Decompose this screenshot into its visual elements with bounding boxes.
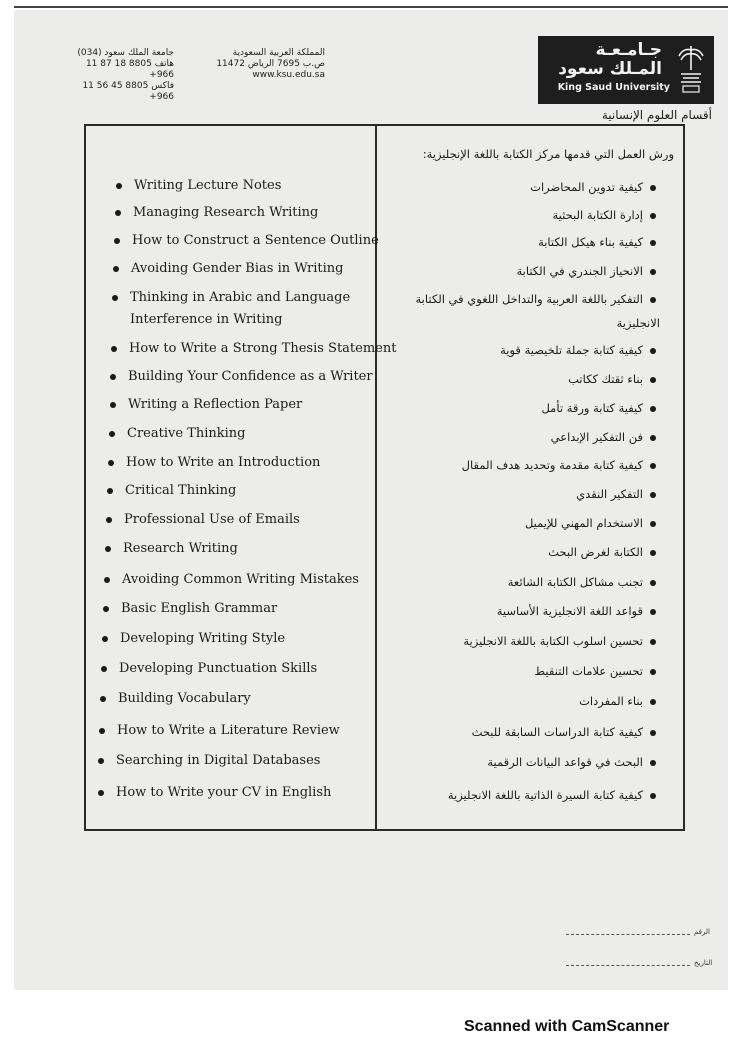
arabic-workshop-item: الاستخدام المهني للإيميل (524, 516, 643, 530)
bullet-icon (99, 728, 105, 734)
english-workshop-item: How to Construct a Sentence Outline (132, 233, 379, 248)
english-workshop-item: Avoiding Gender Bias in Writing (131, 261, 344, 276)
bullet-icon (103, 606, 109, 612)
bullet-icon (114, 238, 120, 244)
bullet-icon (100, 696, 106, 702)
arabic-workshop-item: تحسين علامات التنقيط (534, 664, 643, 678)
arabic-workshop-item: إدارة الكتابة البحثية (552, 208, 643, 222)
bullet-icon (650, 213, 656, 219)
contact-line: جامعة الملك سعود (034) (77, 48, 174, 58)
bullet-icon (101, 666, 107, 672)
number-line (566, 934, 690, 935)
column-divider (375, 124, 377, 831)
english-workshop-item: Managing Research Writing (133, 205, 319, 220)
arabic-workshop-item: الانجليزية (616, 316, 660, 330)
bullet-icon (650, 492, 656, 498)
arabic-workshop-item: الانحياز الجندري في الكتابة (516, 264, 643, 278)
english-workshop-item: Critical Thinking (125, 483, 237, 498)
english-workshop-item: Searching in Digital Databases (116, 753, 321, 768)
arabic-workshop-item: التفكير باللغة العربية والتداخل اللغوي في الكتابة (415, 292, 643, 306)
bullet-icon (110, 374, 116, 380)
scan-edge (14, 6, 728, 8)
bullet-icon (105, 546, 111, 552)
bullet-icon (116, 183, 122, 189)
address-line: www.ksu.edu.sa (252, 70, 325, 80)
arabic-workshop-item: كيفية تدوين المحاضرات (530, 180, 643, 194)
bullet-icon (650, 669, 656, 675)
arabic-workshop-item: الكتابة لغرض البحث (548, 545, 643, 559)
arabic-workshop-item: كيفية كتابة مقدمة وتحديد هدف المقال (461, 458, 643, 472)
bullet-icon (650, 406, 656, 412)
bullet-icon (115, 210, 121, 216)
bullet-icon (650, 730, 656, 736)
arabic-workshop-item: بناء ثقتك ككاتب (568, 372, 643, 386)
bullet-icon (650, 793, 656, 799)
bullet-icon (650, 185, 656, 191)
bullet-icon (110, 402, 116, 408)
arabic-workshop-item: فن التفكير الإبداعي (550, 430, 643, 444)
scanner-watermark: Scanned with CamScanner (464, 1018, 670, 1035)
english-workshop-item: Basic English Grammar (121, 601, 278, 616)
bullet-icon (102, 636, 108, 642)
contact-line: فاكس 8805 45 56 11 966+ (82, 81, 174, 102)
contact-line: هاتف 8805 18 87 11 966+ (85, 59, 174, 80)
bullet-icon (650, 348, 656, 354)
bullet-icon (650, 609, 656, 615)
logo-arabic-text (552, 41, 662, 79)
bullet-icon (98, 790, 104, 796)
bullet-icon (111, 346, 117, 352)
english-workshop-item: Avoiding Common Writing Mistakes (122, 572, 359, 587)
arabic-workshop-item: التفكير النقدي (576, 487, 643, 501)
contact-block (64, 48, 174, 103)
english-workshop-item: Thinking in Arabic and Language (130, 290, 351, 305)
logo-arabic-line: المـلك سعود (558, 59, 662, 79)
arabic-workshop-item: كيفية كتابة الدراسات السابقة للبحث (471, 725, 643, 739)
english-workshop-item: How to Write a Strong Thesis Statement (129, 341, 397, 356)
department-name: أقسام العلوم الإنسانية (601, 108, 712, 122)
number-label: الرقم (694, 928, 710, 936)
arabic-workshop-item: كيفية كتابة جملة تلخيصية قوية (500, 343, 643, 357)
english-workshop-item: Building Your Confidence as a Writer (128, 369, 373, 384)
bullet-icon (650, 297, 656, 303)
address-line: ص.ب 7695 الرياض 11472 (216, 59, 325, 69)
arabic-workshop-item: كيفية بناء هيكل الكتابة (538, 235, 643, 249)
logo-arabic-line: جـامـعـة (595, 40, 662, 60)
bullet-icon (650, 521, 656, 527)
bullet-icon (106, 517, 112, 523)
english-workshop-item: Professional Use of Emails (124, 512, 300, 527)
arabic-workshop-item: كيفية كتابة ورقة تأمل (541, 401, 643, 415)
bullet-icon (113, 266, 119, 272)
english-workshop-item: Creative Thinking (127, 426, 246, 441)
english-workshop-item: Building Vocabulary (118, 691, 251, 706)
english-workshop-item: Writing a Reflection Paper (128, 397, 303, 412)
arabic-workshop-item: كيفية كتابة السيرة الذاتية باللغة الانجليزية (447, 788, 643, 802)
bullet-icon (650, 463, 656, 469)
bullet-icon (650, 580, 656, 586)
address-block (205, 48, 325, 81)
bullet-icon (104, 577, 110, 583)
address-line: المملكة العربية السعودية (232, 48, 325, 58)
english-workshop-item: How to Write a Literature Review (117, 723, 340, 738)
arabic-workshop-item: البحث في قواعد البيانات الرقمية (487, 755, 643, 769)
bullet-icon (650, 699, 656, 705)
bullet-icon (650, 760, 656, 766)
arabic-workshop-item: تجنب مشاكل الكتابة الشائعة (507, 575, 643, 589)
bullet-icon (112, 295, 118, 301)
date-line (566, 965, 690, 966)
bullet-icon (650, 377, 656, 383)
bullet-icon (650, 550, 656, 556)
bullet-icon (107, 488, 113, 494)
bullet-icon (650, 435, 656, 441)
english-workshop-item: Interference in Writing (130, 312, 283, 327)
arabic-workshop-item: قواعد اللغة الانجليزية الأساسية (496, 604, 643, 618)
date-label: التاريخ (694, 959, 713, 967)
bullet-icon (650, 639, 656, 645)
english-workshop-item: How to Write your CV in English (116, 785, 332, 800)
english-workshop-item: How to Write an Introduction (126, 455, 321, 470)
arabic-workshop-item: تحسين اسلوب الكتابة باللغة الانجليزية (463, 634, 643, 648)
english-workshop-item: Developing Writing Style (120, 631, 286, 646)
bullet-icon (650, 240, 656, 246)
palm-crest-icon (675, 40, 707, 98)
bullet-icon (650, 269, 656, 275)
english-workshop-item: Writing Lecture Notes (134, 178, 282, 193)
bullet-icon (108, 460, 114, 466)
arabic-workshop-item: بناء المفردات (579, 694, 643, 708)
bullet-icon (98, 758, 104, 764)
logo-english-text: King Saud University (557, 82, 670, 93)
bullet-icon (109, 431, 115, 437)
english-workshop-item: Research Writing (123, 541, 238, 556)
arabic-heading: ورش العمل التي قدمها مركز الكتابة باللغة الإنجليزية: (422, 147, 674, 161)
english-workshop-item: Developing Punctuation Skills (119, 661, 318, 676)
